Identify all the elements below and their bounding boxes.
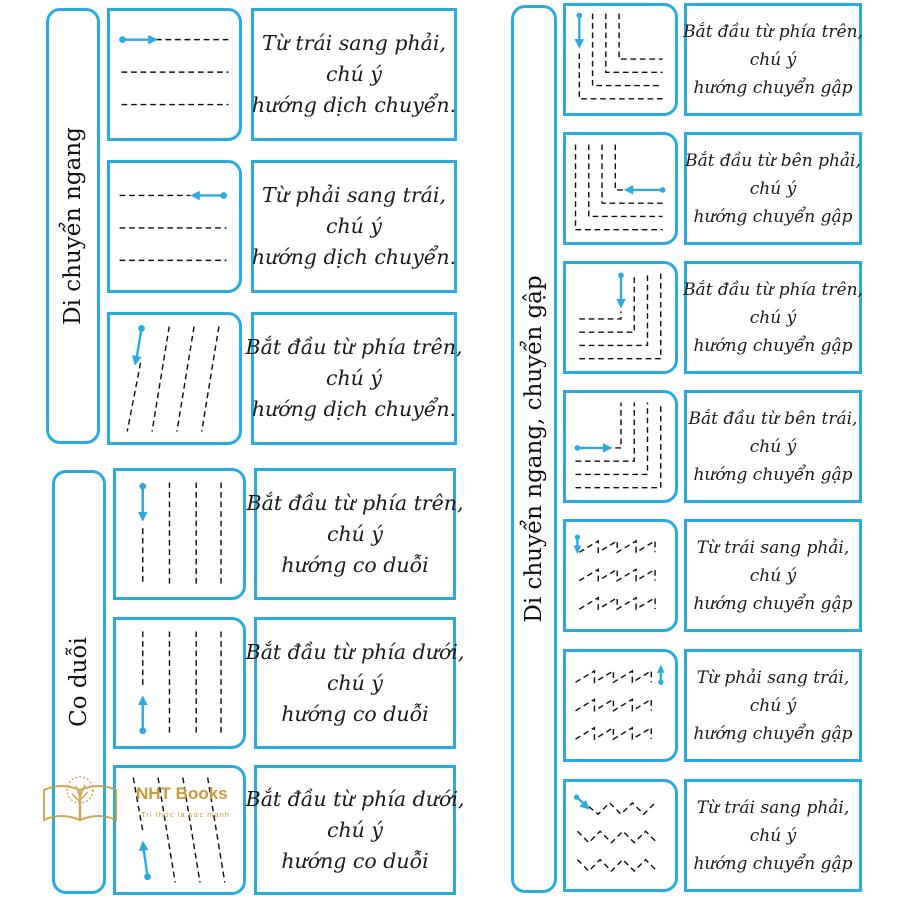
- instruction-line: Bắt đầu từ phía trên,: [246, 490, 464, 515]
- instruction-line: Bắt đầu từ bên phải,: [685, 150, 861, 171]
- instruction-line: hướng chuyển gập: [693, 853, 853, 874]
- instruction-line: Từ trái sang phải,: [262, 31, 446, 55]
- instruction-card: [684, 132, 862, 245]
- exercise-picture: [113, 617, 246, 749]
- pattern-chevron-left-to-right: [566, 782, 675, 889]
- instruction-line: chú ý: [326, 214, 382, 238]
- exercise-picture: [563, 519, 678, 632]
- instruction-line: Bắt đầu từ phía dưới,: [245, 786, 465, 811]
- exercise-picture: [107, 312, 242, 445]
- instruction-card: [684, 261, 862, 374]
- pattern-horizontal-right-to-left: [110, 163, 239, 290]
- instruction-card: [684, 519, 862, 632]
- logo-tagline: Tri thức là sức mạnh: [141, 810, 230, 819]
- instruction-line: Bắt đầu từ phía trên,: [683, 21, 863, 42]
- instruction-line: chú ý: [749, 825, 797, 846]
- pattern-fold-from-top-right: [566, 264, 675, 371]
- exercise-picture: [563, 649, 678, 762]
- instruction-card: [246, 468, 464, 600]
- instruction-card: [251, 160, 457, 293]
- pattern-vertical-from-bottom: [116, 620, 243, 746]
- exercise-picture: [563, 261, 678, 374]
- instruction-line: chú ý: [326, 62, 382, 86]
- instruction-line: hướng chuyển gập: [693, 206, 853, 227]
- instruction-card: [245, 312, 463, 445]
- nht-books-watermark: [36, 770, 276, 830]
- instruction-line: chú ý: [327, 670, 383, 695]
- instruction-card: [684, 779, 862, 892]
- instruction-line: Bắt đầu từ phía trên,: [683, 279, 863, 300]
- instruction-line: Bắt đầu từ phía dưới,: [245, 639, 465, 664]
- instruction-line: hướng co duỗi: [281, 848, 429, 873]
- pattern-slanted-from-top: [110, 315, 239, 442]
- exercise-picture: [563, 3, 678, 116]
- instruction-line: hướng chuyển gập: [693, 593, 853, 614]
- instruction-line: hướng dịch chuyển.: [251, 245, 457, 269]
- instruction-line: Từ trái sang phải,: [696, 537, 850, 558]
- instruction-line: chú ý: [749, 307, 797, 328]
- instruction-card: [684, 649, 862, 762]
- section-stretch-label-box: [52, 470, 106, 894]
- pattern-horizontal-left-to-right: [110, 11, 239, 138]
- exercise-picture: [563, 132, 678, 245]
- pattern-zigzag-right-to-left: [566, 652, 675, 759]
- instruction-line: Bắt đầu từ bên trái,: [688, 408, 858, 429]
- instruction-line: chú ý: [749, 565, 797, 586]
- instruction-line: hướng chuyển gập: [693, 723, 853, 744]
- instruction-line: Bắt đầu từ phía trên,: [245, 335, 463, 359]
- instruction-line: hướng chuyển gập: [693, 464, 853, 485]
- logo-name: NHT Books: [136, 784, 228, 803]
- book-tree-icon: [36, 770, 126, 830]
- section-fold-title: Di chuyển ngang, chuyển gập: [521, 275, 547, 623]
- exercise-picture: [113, 468, 246, 600]
- instruction-card: [245, 617, 465, 749]
- exercise-picture: [563, 779, 678, 892]
- instruction-line: hướng chuyển gập: [693, 335, 853, 356]
- exercise-picture: [107, 160, 242, 293]
- instruction-line: Từ trái sang phải,: [696, 797, 850, 818]
- pattern-fold-from-left: [566, 393, 675, 500]
- instruction-card: [684, 3, 862, 116]
- instruction-line: chú ý: [327, 817, 383, 842]
- instruction-line: chú ý: [749, 695, 797, 716]
- instruction-card: [251, 8, 457, 141]
- pattern-zigzag-left-to-right: [566, 522, 675, 629]
- instruction-line: hướng dịch chuyển.: [251, 93, 457, 117]
- instruction-line: chú ý: [326, 366, 382, 390]
- instruction-line: chú ý: [327, 521, 383, 546]
- pattern-fold-from-right: [566, 135, 675, 242]
- section-horizontal-label-box: [46, 8, 100, 444]
- section-fold-label-box: [511, 5, 557, 893]
- instruction-line: hướng chuyển gập: [693, 77, 853, 98]
- instruction-line: chú ý: [749, 49, 797, 70]
- pattern-vertical-from-top: [116, 471, 243, 597]
- instruction-card: [245, 765, 465, 895]
- instruction-line: chú ý: [749, 436, 797, 457]
- exercise-picture: [563, 390, 678, 503]
- instruction-line: Từ phải sang trái,: [262, 183, 446, 207]
- section-horizontal-title: Di chuyển ngang: [60, 127, 86, 325]
- pattern-fold-from-top: [566, 6, 675, 113]
- instruction-line: Từ phải sang trái,: [696, 667, 850, 688]
- instruction-line: hướng co duỗi: [281, 701, 429, 726]
- exercise-picture: [107, 8, 242, 141]
- section-stretch-title: Co duỗi: [66, 637, 92, 727]
- instruction-line: hướng co duỗi: [281, 552, 429, 577]
- instruction-line: chú ý: [749, 178, 797, 199]
- instruction-line: hướng dịch chuyển.: [251, 397, 457, 421]
- instruction-card: [684, 390, 862, 503]
